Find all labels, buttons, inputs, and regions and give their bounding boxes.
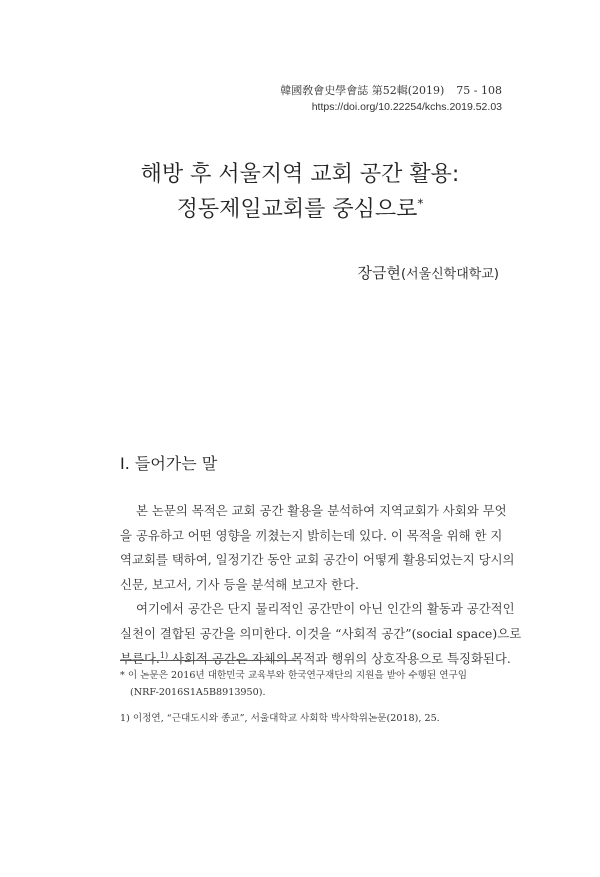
body-line: 실천이 결합된 공간을 의미한다. 이것을 “사회적 공간”(social space)으로 bbox=[120, 625, 522, 641]
body-line: 여기에서 공간은 단지 물리적인 공간만이 아닌 인간의 활동과 공간적인 bbox=[136, 601, 515, 617]
body-line: 을 공유하고 어떤 영향을 끼쳤는지 밝히는데 있다. 이 목적을 위해 한 지 bbox=[120, 527, 503, 543]
footnote-1: 1) 이정연, “근대도시와 종교”, 서울대학교 사회학 박사학위논문(2018), 25. bbox=[120, 713, 440, 724]
paper-title bbox=[0, 157, 600, 227]
footnotes bbox=[120, 667, 500, 727]
title-line-2 bbox=[0, 192, 600, 227]
body-line: 신문, 보고서, 기사 등을 분석해 보고자 한다. bbox=[120, 576, 359, 592]
body-line-start: 부른다. bbox=[120, 650, 160, 666]
title-footnote-mark[interactable]: * bbox=[417, 196, 424, 211]
footnote-star: * 이 논문은 2016년 대한민국 교육부와 한국연구재단의 지원을 받아 수행된 연구임 bbox=[120, 670, 468, 681]
author-name: 장금현 bbox=[357, 264, 401, 282]
title-line-2-text: 정동제일교회를 중심으로 bbox=[176, 197, 418, 222]
journal-citation bbox=[280, 82, 502, 99]
title-line-1: 해방 후 서울지역 교회 공간 활용: bbox=[140, 162, 460, 187]
page-range: 75 - 108 bbox=[456, 84, 502, 97]
author-affiliation: (서울신학대학교) bbox=[400, 267, 499, 282]
journal-header bbox=[280, 82, 502, 116]
footnote-divider bbox=[120, 660, 296, 661]
body-line: 역교회를 택하여, 일정기간 동안 교회 공간이 어떻게 활용되었는지 당시의 bbox=[120, 552, 515, 568]
footnote-ref-1[interactable]: 1) bbox=[159, 650, 169, 660]
section-heading: I. 들어가는 말 bbox=[120, 454, 218, 473]
journal-name: 韓國敎會史學會誌 第52輯(2019) bbox=[280, 84, 445, 97]
author-line bbox=[357, 262, 499, 283]
doi-link[interactable]: https://doi.org/10.22254/kchs.2019.52.03 bbox=[311, 101, 502, 113]
body-paragraphs bbox=[120, 499, 522, 671]
body-line-end: 사회적 공간은 자체의 목적과 행위의 상호작용으로 특징화된다. bbox=[168, 650, 511, 666]
footnote-star-continued: (NRF-2016S1A5B8913950). bbox=[130, 687, 266, 698]
body-line: 본 논문의 목적은 교회 공간 활용을 분석하여 지역교회가 사회와 무엇 bbox=[136, 503, 507, 518]
